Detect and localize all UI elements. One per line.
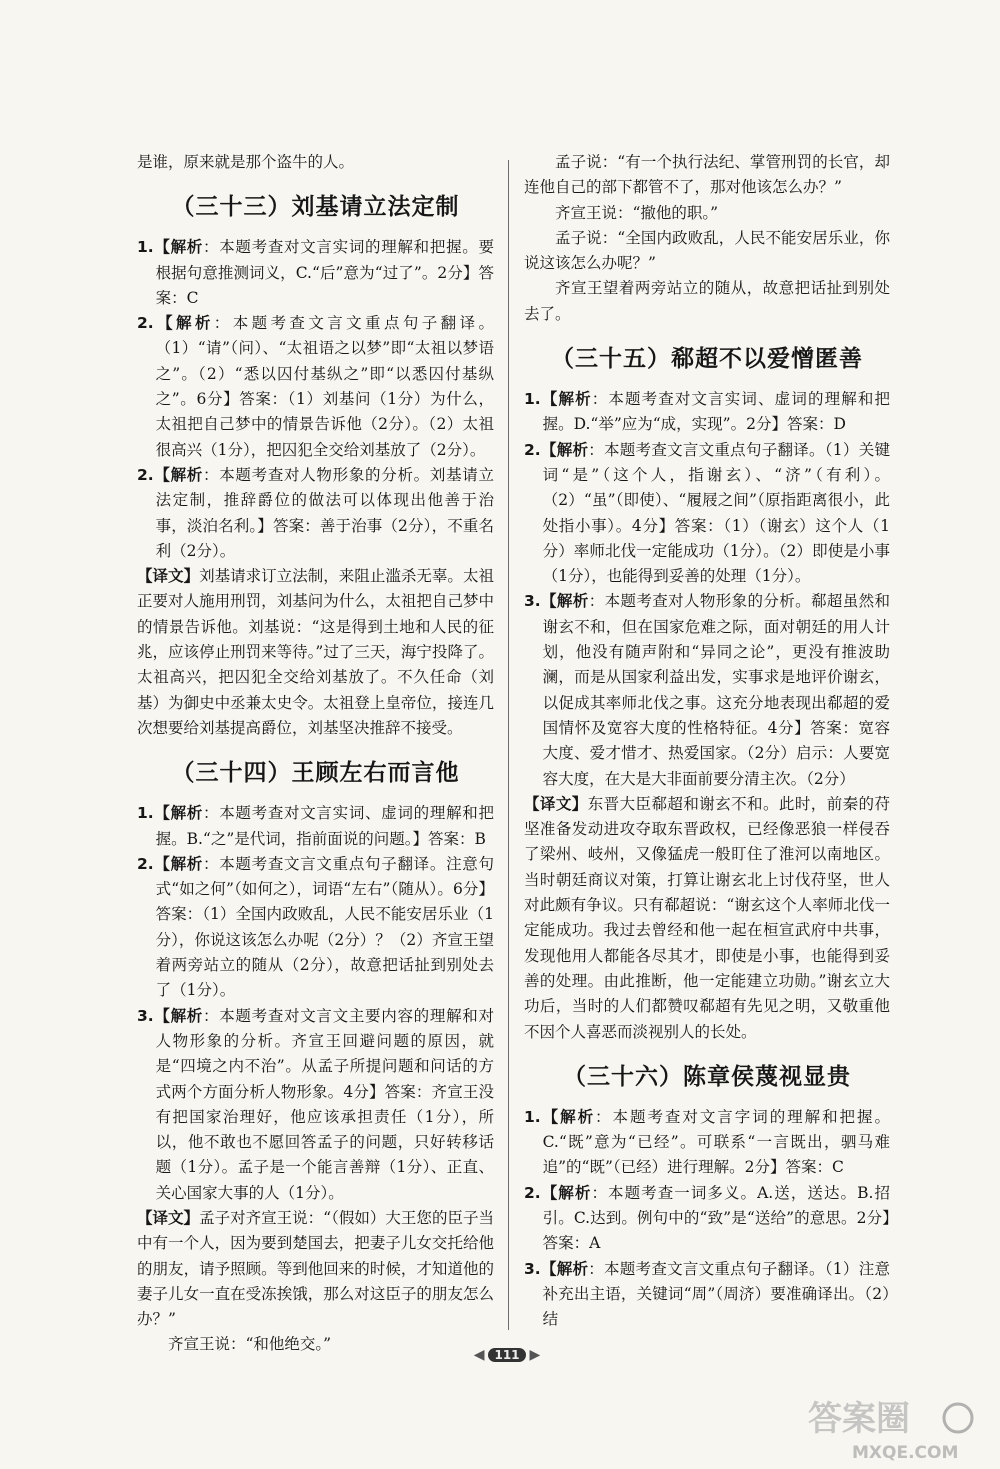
answer-text: ：本题考查文言文重点句子翻译。（1）关键词“是”（这个人，指谢玄）、“济”（有利）。（2）“虽”（即使）、“履屐之间”（原指距离很小，此处指小事）。4分】答案：（1）（谢玄）这个人（1分）率师北伐一定能成功（1分）。（2）即使是小事（1分），也能得到妥善的处理（1分）。 (542, 440, 890, 586)
arrow-left-icon: ◀ (473, 1347, 485, 1363)
answer-text: ：本题考查对文言实词的理解和把握。要根据句意推测词义，C.“后”意为“过了”。2分】答案：C (155, 238, 494, 307)
answer-text: ：本题考查对文言字词的理解和把握。C.“既”意为“已经”。可联系“一言既出，驷马难追”的“既”（已经）进行理解。2分】答案：C (542, 1107, 890, 1177)
answer-label: 1.【解析 (524, 390, 592, 409)
section-33-title: （三十三）刘基请立法定制 (171, 194, 460, 221)
answer-label: 2.【解析 (524, 440, 589, 459)
left-column (137, 150, 494, 1358)
answer-label: 1.【解析 (524, 1107, 596, 1126)
translation-text: 东晋大臣郗超和谢玄不和。此时，前秦的苻坚准备发动进攻夺取东晋政权，已经像恶狼一样侵吞了梁州、岐州，又像猛虎一般盯住了淮河以南地区。当时朝廷商议对策，打算让谢玄北上讨伐苻坚，世人对此颇有争议。只有郗超说：“谢玄这个人率师北伐一定能成功。我过去曾经和他一起在桓宣武府中共事，发现他用人都能各尽其才，即使是小事，也能得到妥善的处理。由此推断，他一定能建立功勋。”谢玄立大功后，当时的人们都赞叹郗超有先见之明，又敬重他不因个人喜恶而淡视别人的长处。 (524, 794, 890, 1041)
answer-item (137, 235, 494, 311)
answer-item (524, 438, 890, 590)
watermark-logo (800, 1390, 990, 1465)
dialogue-paragraph: 齐宣王说：“撤他的职。” (555, 203, 719, 222)
answer-item (137, 311, 494, 463)
answer-item (137, 801, 494, 852)
answer-text: ：本题考查对文言实词、虚词的理解和把握。D.“举”应为“成，实现”。2分】答案：D (542, 390, 890, 434)
answer-item (137, 852, 494, 1004)
watermark-circle (944, 1404, 972, 1432)
answer-text: ：本题考查对人物形象的分析。郗超虽然和谢玄不和，但在国家危难之际，面对朝廷的用人计划，他没有随声附和“异同之论”，更没有推波助澜，而是从国家利益出发，实事求是地评价谢玄，以促成其率师北伐之事。这充分地表现出郗超的爱国情怀及宽容大度的性格特征。4分】答案：宽容大度、爱才惜才、热爱国家。（2分）启示：人要宽容大度，在大是大非面前要分清主次。（2分） (542, 592, 890, 788)
dialogue-paragraph: 齐宣王说：“和他绝交。” (168, 1335, 332, 1354)
answer-text: ：本题考查对文言实词、虚词的理解和把握。B.“之”是代词，指前面说的问题。】答案：B (155, 804, 494, 848)
answer-item (137, 463, 494, 564)
answer-label: 2.【解析 (137, 314, 214, 333)
right-column (524, 150, 890, 1332)
page-number-text: 111 (488, 1348, 525, 1362)
answer-label: 2.【解析 (137, 854, 203, 873)
answer-text: ：本题考查对人物形象的分析。刘基请立法定制，推辞爵位的做法可以体现出他善于治事，淡泊名利。】答案：善于治事（2分），不重名利（2分）。 (155, 465, 494, 560)
answer-label: 2.【解析 (524, 1183, 592, 1202)
answer-label: 2.【解析 (137, 465, 203, 484)
translation-text: 刘基请求订立法制，来阻止滥杀无辜。太祖正要对人施用刑罚，刘基问为什么，太祖把自己梦中的情景告诉他。刘基说：“这是得到土地和人民的征兆，应该停止刑罚来等待。”过了三天，海宁投降了。太祖高兴，把囚犯全交给刘基放了。不久任命（刘基）为御史中丞兼太史令。太祖登上皇帝位，接连几次想要给刘基提高爵位，刘基坚决推辞不接受。 (137, 567, 494, 737)
answer-label: 1.【解析 (137, 238, 203, 257)
answer-text: ：本题考查文言文重点句子翻译。（1）“请”（问）、“太祖语之以梦”即“太祖以梦语之”。（2）“悉以囚付基纵之”即“以悉囚付基纵之”。6分】答案：（1）刘基问（1分）为什么，太祖把自己梦中的情景告诉他（2分）。（2）太祖很高兴（1分），把囚犯全交给刘基放了（2分）。 (155, 314, 494, 459)
section-36-title: （三十六）陈章侯蔑视显贵 (563, 1063, 851, 1090)
translation-text: 孟子对齐宣王说：“（假如）大王您的臣子当中有一个人，因为要到楚国去，把妻子儿女交托给他的朋友，请予照顾。等到他回来的时候，才知道他的妻子儿女一直在受冻挨饿，那么对这臣子的朋友怎么办？” (137, 1208, 494, 1329)
dialogue-paragraph: 孟子说：“全国内政败乱，人民不能安居乐业，你说这该怎么办呢？” (524, 228, 890, 273)
translation-label: 【译文】 (524, 794, 588, 813)
dialogue-paragraph: 孟子说：“有一个执行法纪、掌管刑罚的长官，却连他自己的部下都管不了，那对他该怎么办？” (524, 153, 890, 197)
section-35-title: （三十五）郗超不以爱憎匿善 (551, 346, 863, 373)
watermark-url: MXQE.COM (852, 1443, 959, 1463)
answer-text: ：本题考查一词多义。A.送，送达。B.招引。C.达到。例句中的“致”是“送给”的意思。2分】答案：A (542, 1183, 890, 1253)
answer-text: ：本题考查文言文重点句子翻译。（1）注意补充出主语，关键词“周”（周济）要准确译出。（2）结 (542, 1259, 890, 1329)
answer-item (524, 1257, 890, 1333)
answer-item (524, 387, 890, 438)
translation-label: 【译文】 (137, 567, 200, 586)
section-34-title: （三十四）王顾左右而言他 (171, 760, 460, 787)
translation-paragraph (137, 564, 494, 741)
watermark-text: 答案圈 (808, 1399, 910, 1439)
lead-paragraph: 是谁，原来就是那个盗牛的人。 (137, 153, 355, 171)
answer-item (524, 589, 890, 791)
page-number (468, 1343, 546, 1367)
arrow-right-icon: ▶ (529, 1347, 541, 1363)
answer-item (524, 1105, 890, 1181)
answer-label: 3.【解析 (524, 1259, 589, 1278)
column-divider (508, 160, 509, 1330)
answer-label: 3.【解析 (524, 592, 589, 611)
answer-text: ：本题考查文言文重点句子翻译。注意句式“如之何”（如何之），词语“左右”（随从）。6分】答案：（1）全国内政败乱，人民不能安居乐业（1分），你说这该怎么办呢（2分）？（2）齐宣王望着两旁站立的随从（2分），故意把话扯到别处去了（1分）。 (155, 854, 494, 1000)
translation-paragraph (137, 1206, 494, 1332)
translation-label: 【译文】 (137, 1208, 200, 1227)
answer-label: 3.【解析 (137, 1006, 203, 1025)
dialogue-paragraph: 齐宣王望着两旁站立的随从，故意把话扯到别处去了。 (524, 279, 890, 323)
answer-text: ：本题考查对文言文主要内容的理解和对人物形象的分析。齐宣王回避问题的原因，就是“四境之内不治”。从孟子所提问题和问话的方式两个方面分析人物形象。4分】答案：齐宣王没有把国家治理好，他应该承担责任（1分），所以，他不敢也不愿回答孟子的问题，只好转移话题（1分）。孟子是一个能言善辩（1分）、正直、关心国家大事的人（1分）。 (155, 1006, 494, 1202)
answer-label: 1.【解析 (137, 804, 203, 823)
answer-item (524, 1181, 890, 1257)
translation-paragraph (524, 792, 890, 1045)
answer-item (137, 1004, 494, 1206)
